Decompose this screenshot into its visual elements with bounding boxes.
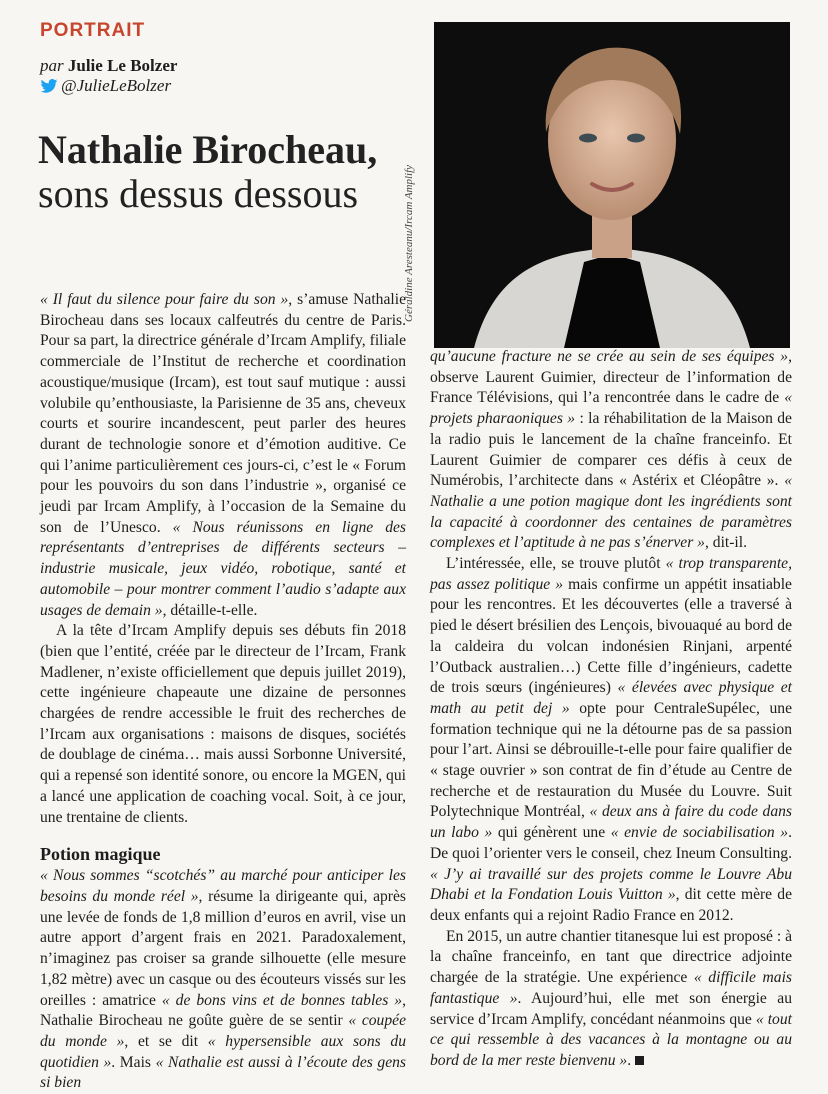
quote-text: « tout ce qui ressemble à des vacances à la montagne ou au bord de la mer reste bienvenu » [430, 1010, 792, 1069]
body-text: , dit cette mère de deux enfants qui a rejoint Radio France en 2012. [430, 886, 793, 924]
portrait-illustration [434, 22, 790, 348]
quote-text: « projets pharaoniques » [430, 389, 792, 428]
quote-text: « de bons vins et de bonnes tables » [161, 991, 403, 1009]
quote-text: « Nous réunissons en ligne des représentants d’entreprises de différents secteurs – industrie musicale, jeux vidéo, robotique, santé et automobile – pour montrer comment l’audio s’adapte aux usages de demain » [40, 518, 406, 619]
headline-name: Nathalie Birocheau, [38, 127, 378, 172]
quote-text: « deux ans à faire du code dans un labo » [430, 803, 792, 842]
subheading: Potion magique [40, 844, 161, 865]
quote-text: « J’y ai travaillé sur des projets comme le Louvre Abu Dhabi et la Fondation Louis Vuitton » [430, 865, 792, 904]
paragraph [40, 290, 406, 621]
end-of-article-square-icon [635, 1056, 644, 1065]
paragraph [40, 866, 406, 1094]
quote-text: « coupée du monde » [40, 1012, 406, 1050]
quote-text: « difficile mais fantastique » [430, 969, 792, 1007]
body-text: , observe Laurent Guimier, directeur de l’information de France Télévisions, qui l’a rencontrée dans le cadre de [430, 348, 792, 407]
quote-text: « Nathalie a une potion magique dont les ingrédients sont la capacité à coordonner des centaines de paramètres complexes et l’aptitude à ne pas s’énerver » [430, 472, 792, 552]
body-text: mais confirme un appétit insatiable pour les rencontres. Et les découvertes (elle a traversé à pied le désert brésilien des Lençois, bivouaqué au bord de la caldeira du volcan indonésien Rinjani, arpenté l’Outback australien…) Cette fille d’ingénieurs, cadette de trois sœurs (ingénieures) [430, 575, 792, 697]
paragraph [430, 347, 792, 554]
quote-text: « envie de sociabilisation » [610, 824, 789, 842]
quote-text: « Il faut du silence pour faire du son » [40, 291, 289, 308]
byline-prefix: par [40, 56, 64, 75]
author-name: Julie Le Bolzer [67, 56, 178, 75]
left-column [40, 290, 406, 1094]
twitter-handle: @JulieLeBolzer [61, 76, 172, 95]
body-text: . Aujourd’hui, elle met son énergie au service d’Ircam Amplify, concédant néanmoins que [430, 989, 792, 1028]
body-text: , et se dit [124, 1032, 208, 1050]
body-text: , Nathalie Birocheau ne goûte guère de se sentir [40, 991, 406, 1030]
byline [40, 56, 177, 96]
body-text: , s’amuse Nathalie Birocheau dans ses locaux calfeutrés du centre de Paris. Pour sa part, la directrice générale d’Ircam Amplify, filiale commerciale de l’Institut de recherche et coordination acoustique/musique (Ircam), est tout sauf mutique : aussi volubile qu’enthousiaste, la Parisienne de 35 ans, cheveux courts et sourire incandescent, peut parler des heures durant de technologie sonore et d’émotion auditive. Ce qui l’anime particulièrement ces jours-ci, c’est le « Forum pour les pouvoirs du son dans l’industrie », organisé ce jeudi par Ircam Amplify, à l’occasion de la Semaine du son de l’Unesco. [40, 291, 406, 536]
body-text: . [627, 1051, 632, 1069]
paragraph-text [430, 928, 792, 1069]
quote-text: « trop transparente, pas assez politique » [430, 555, 792, 593]
body-text: . Mais [111, 1053, 156, 1071]
twitter-bird-icon [40, 79, 58, 93]
quote-text: « hypersensible aux sons du quotidien » [40, 1032, 406, 1071]
quote-text: « Nous sommes “scotchés” au marché pour anticiper les besoins du monde réel » [40, 867, 406, 905]
body-text: , dit-il. [704, 534, 747, 552]
body-text: : la réhabilitation de la Maison de la radio puis le lancement de la chaîne franceinfo. Et Laurent Guimier de comparer ces défis à ceux de Numérobis, l’architecte dans « Astérix et Cléopâtre ». [430, 410, 792, 490]
right-column [430, 347, 792, 1072]
body-text: , résume la dirigeante qui, après une levée de fonds de 1,8 million d’euros en avril, vise un autre apport d’argent frais en 2021. Paradoxalement, n’imaginez pas croiser sa grande silhouette (elle mesure 1,82 mètre) avec un casque ou des écouteurs vissés sur les oreilles : amatrice [40, 887, 406, 1009]
portrait-photo [434, 22, 790, 348]
paragraph [430, 927, 792, 1072]
paragraph [430, 554, 792, 927]
quote-text: qu’aucune fracture ne se crée au sein de ses équipes » [430, 348, 789, 365]
quote-text: « élevées avec physique et math au petit dej » [430, 679, 792, 717]
body-text: qui génèrent une [492, 824, 611, 842]
headline [38, 128, 428, 216]
body-text: , détaille-t-elle. [162, 601, 258, 619]
photo-credit: Géraldine Aresteanu/Ircam Amplify [403, 164, 415, 322]
body-text: . De quoi l’orienter vers le conseil, chez Ineum Consulting. [430, 824, 792, 862]
body-text: opte pour CentraleSupélec, une formation technique qui ne la détourne pas de sa passion pour l’art. Ainsi se débrouille-t-elle pour faire qualifier de « stage ouvrier » son contrat de fin d’étude au Centre de recherche et de restauration du Musée du Louvre. Suit Polytechnique Montréal, [430, 699, 792, 821]
headline-rest: sons dessus dessous [38, 171, 359, 216]
paragraph [40, 621, 406, 828]
body-text: En 2015, un autre chantier titanesque lui est proposé : à la chaîne franceinfo, en tant que directrice adjointe chargée de la stratégie. Une expérience [430, 927, 792, 987]
quote-text: « Nathalie est aussi à l’écoute des gens si bien [40, 1053, 406, 1092]
section-label: PORTRAIT [40, 20, 146, 41]
body-text: L’intéressée, elle, se trouve plutôt [446, 555, 666, 573]
body-text: A la tête d’Ircam Amplify depuis ses débuts fin 2018 (bien que l’entité, créée par le directeur de l’Ircam, Frank Madlener, n’existe officiellement que depuis juillet 2019), cette ingénieure chapeaute une dizaine de personnes chargées de rendre accessible le fruit des recherches de l’Ircam aux organisations : maisons de disques, sociétés de doublage de cinéma… mais aussi Sorbonne Université, qui a repensé son identité sonore, ou encore la MGEN, qui a lancé une application de coaching vocal. Soit, à ce jour, une trentaine de clients. [40, 622, 406, 826]
twitter-handle-row[interactable] [40, 76, 177, 96]
